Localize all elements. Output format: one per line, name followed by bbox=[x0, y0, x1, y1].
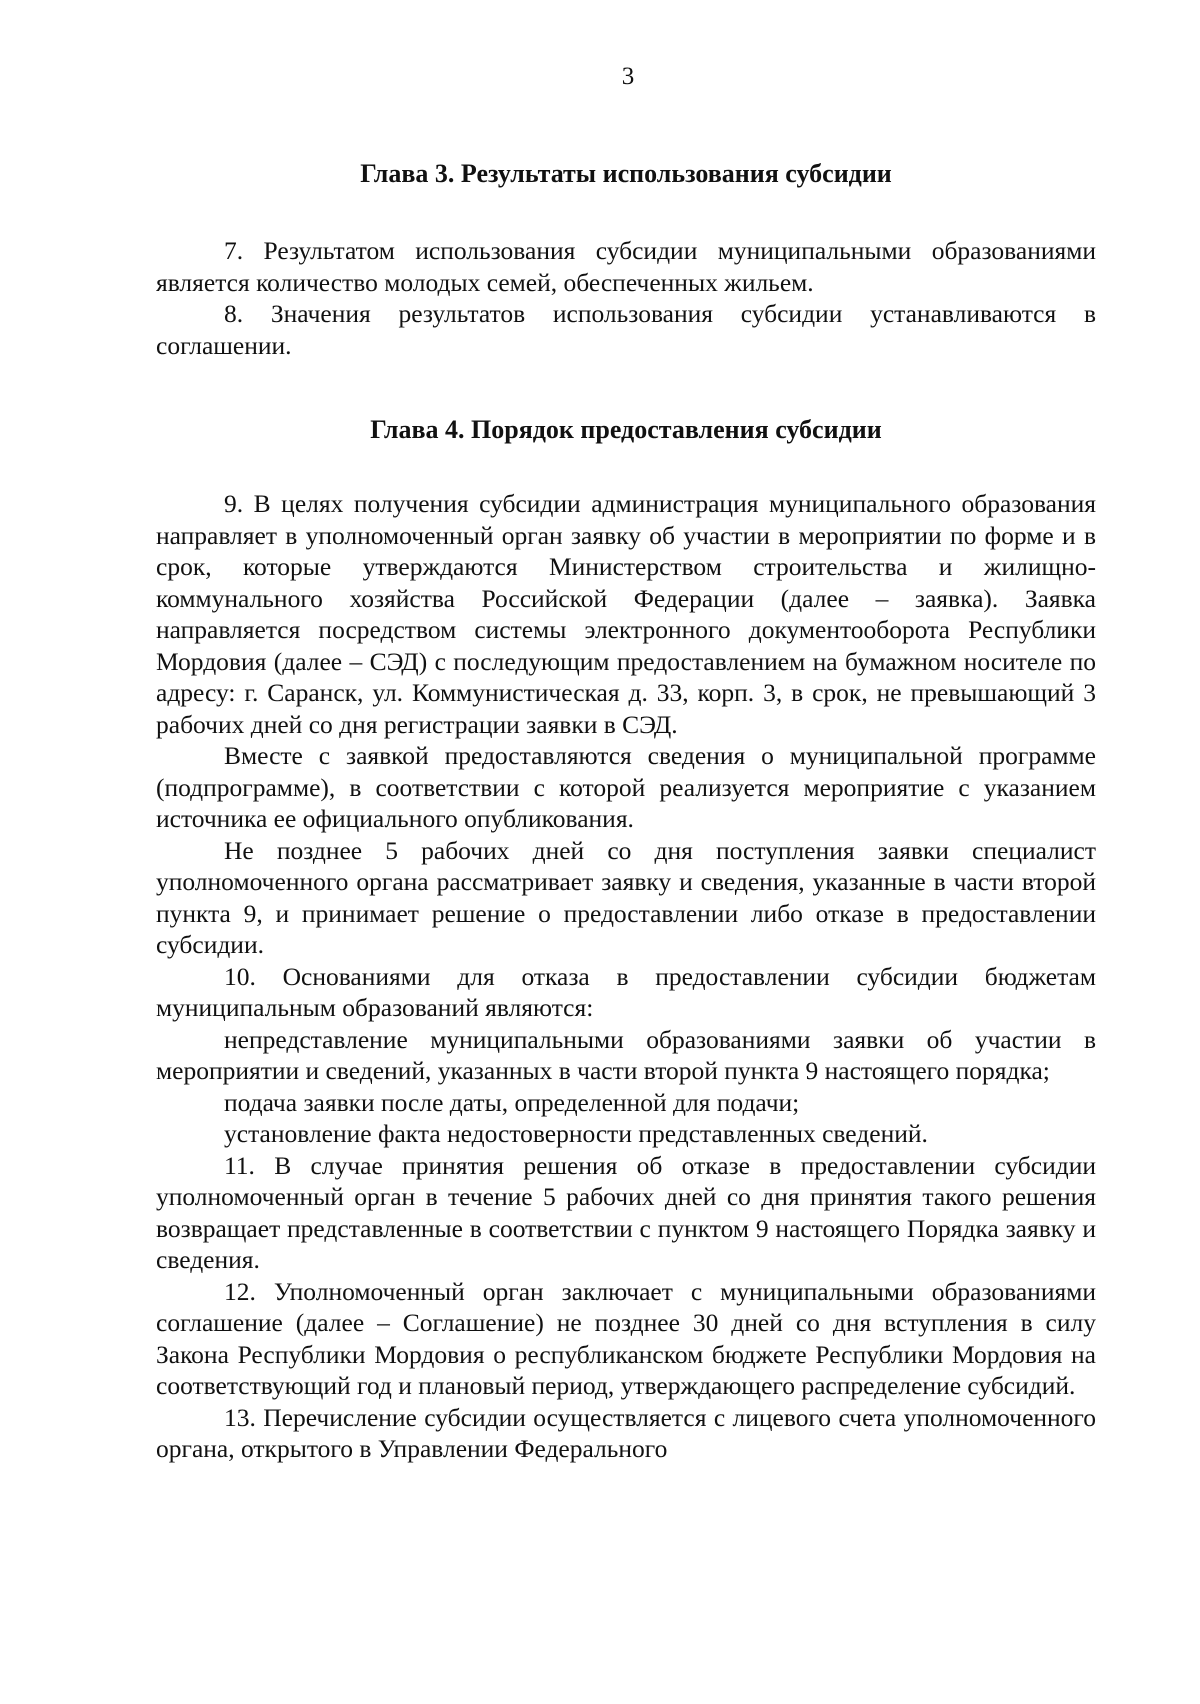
page-number: 3 bbox=[621, 63, 635, 90]
chapter-4-heading: Глава 4. Порядок предоставления субсидии bbox=[370, 415, 882, 444]
paragraph-11: 11. В случае принятия решения об отказе в предоставлении субсидии уполномоченный орган в течение 5 рабочих дней со дня принятия такого решения возвращает представленные в соответствии с пунктом 9 настоящего Порядка заявку и сведения. bbox=[156, 1150, 1096, 1274]
paragraph-10-item-3: установление факта недостоверности представленных сведений. bbox=[224, 1119, 928, 1148]
paragraph-7: 7. Результатом использования субсидии муниципальными образованиями является количество молодых семей, обеспеченных жильем. bbox=[156, 236, 1096, 297]
paragraph-8: 8. Значения результатов использования субсидии устанавливаются в соглашении. bbox=[156, 299, 1096, 360]
chapter-3-heading: Глава 3. Результаты использования субсидии bbox=[360, 159, 892, 188]
paragraph-9-part-3: Не позднее 5 рабочих дней со дня поступления заявки специалист уполномоченного органа рассматривает заявку и сведения, указанные в части второй пункта 9, и принимает решение о предоставлении либо отказе в предоставлении субсидии. bbox=[156, 835, 1096, 959]
paragraph-10-item-1: непредставление муниципальными образованиями заявки об участии в мероприятии и сведений, указанных в части второй пункта 9 настоящего порядка; bbox=[156, 1024, 1096, 1085]
paragraph-9: 9. В целях получения субсидии администрация муниципального образования направляет в уполномоченный орган заявку об участии в мероприятии по форме и в срок, которые утверждаются Министерством строительства и жилищно-коммунального хозяйства Российской Федерации (далее – заявка). Заявка направляется посредством системы электронного документооборота Республики Мордовия (далее – СЭД) с последующим предоставлением на бумажном носителе по адресу: г. Саранск, ул. Коммунистическая д. 33, корп. 3, в срок, не превышающий 3 рабочих дней со дня регистрации заявки в СЭД. bbox=[156, 489, 1096, 739]
paragraph-12: 12. Уполномоченный орган заключает с муниципальными образованиями соглашение (далее – Соглашение) не позднее 30 дней со дня вступления в силу Закона Республики Мордовия о республиканском бюджете Республики Мордовия на соответствующий год и плановый период, утверждающего распределение субсидий. bbox=[156, 1276, 1096, 1400]
document-body bbox=[156, 150, 1096, 1465]
paragraph-9-part-2: Вместе с заявкой предоставляются сведения о муниципальной программе (подпрограмме), в соответствии с которой реализуется мероприятие с указанием источника ее официального опубликования. bbox=[156, 741, 1096, 833]
paragraph-10-item-2: подача заявки после даты, определенной для подачи; bbox=[224, 1087, 800, 1117]
paragraph-10: 10. Основаниями для отказа в предоставлении субсидии бюджетам муниципальным образований являются: bbox=[156, 961, 1096, 1022]
paragraph-13: 13. Перечисление субсидии осуществляется с лицевого счета уполномоченного органа, открытого в Управлении Федерального bbox=[156, 1402, 1096, 1463]
